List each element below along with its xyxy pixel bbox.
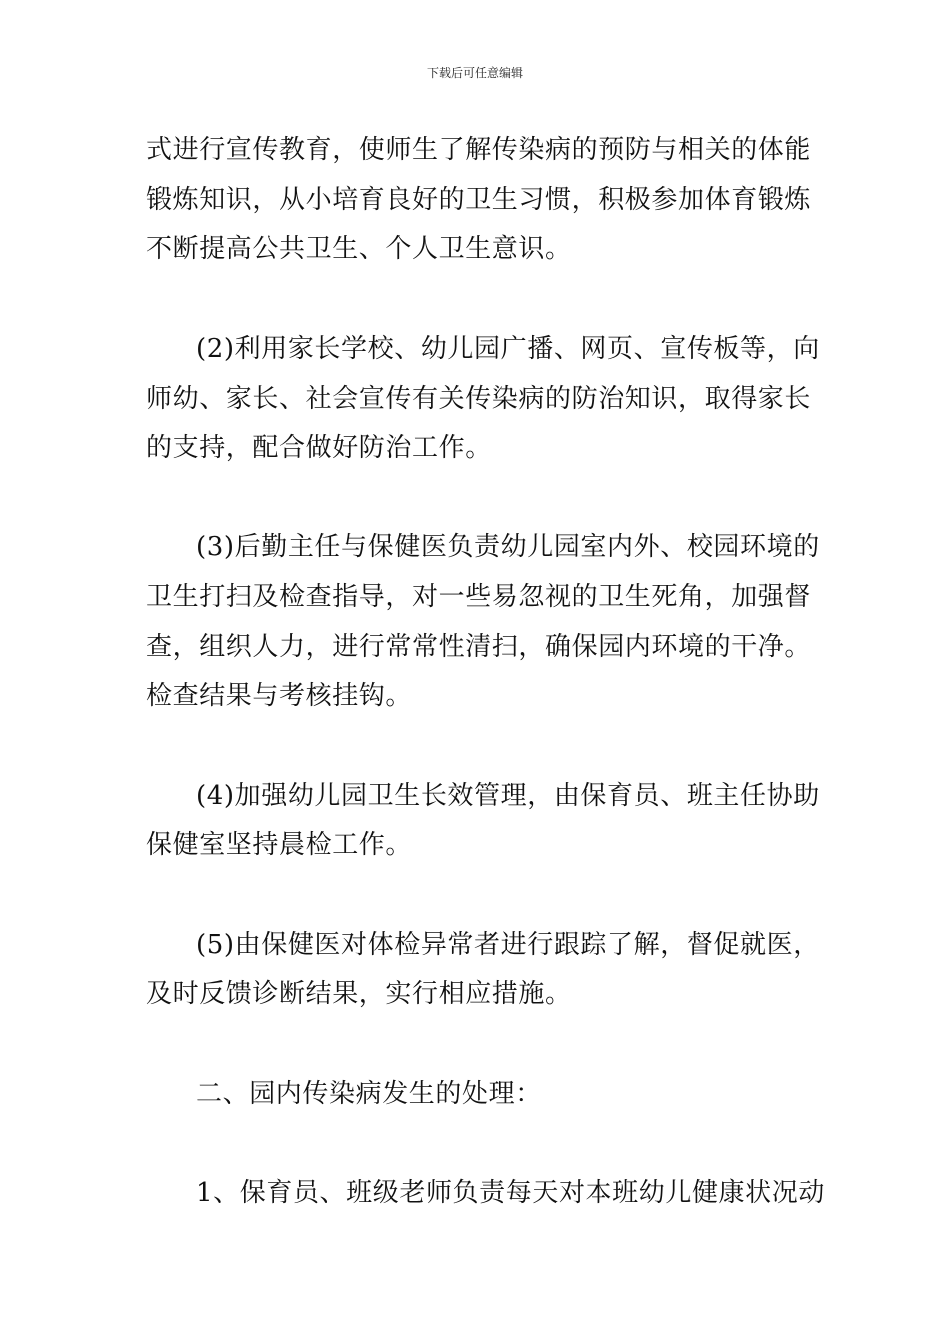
section-heading: 二、园内传染病发生的处理： bbox=[196, 1079, 542, 1109]
paragraph-1-line-3: 不断提高公共卫生、个人卫生意识。 bbox=[146, 234, 572, 264]
paragraph-2-line-3: 的支持，配合做好防治工作。 bbox=[146, 433, 492, 463]
paragraph-1-line-2: 锻炼知识，从小培育良好的卫生习惯，积极参加体育锻炼 bbox=[146, 185, 812, 215]
paragraph-2-line-2: 师幼、家长、社会宣传有关传染病的防治知识，取得家长 bbox=[146, 384, 812, 414]
paragraph-5-line-1: (5)由保健医对体检异常者进行跟踪了解，督促就医， bbox=[196, 930, 820, 960]
paragraph-5-line-2: 及时反馈诊断结果，实行相应措施。 bbox=[146, 979, 572, 1009]
paragraph-2-line-1: (2)利用家长学校、幼儿园广播、网页、宣传板等，向 bbox=[196, 334, 820, 364]
paragraph-3-line-4: 检查结果与考核挂钩。 bbox=[146, 681, 413, 711]
paragraph-3-line-1: (3)后勤主任与保健医负责幼儿园室内外、校园环境的 bbox=[196, 532, 820, 562]
item-1-line-1: 1、保育员、班级老师负责每天对本班幼儿健康状况动 bbox=[196, 1178, 825, 1208]
paragraph-4-line-1: (4)加强幼儿园卫生长效管理，由保育员、班主任协助 bbox=[196, 781, 820, 811]
paragraph-4-line-2: 保健室坚持晨检工作。 bbox=[146, 830, 413, 860]
paragraph-1-line-1: 式进行宣传教育，使师生了解传染病的预防与相关的体能 bbox=[146, 135, 812, 165]
page-header-note: 下载后可任意编辑 bbox=[426, 66, 523, 80]
paragraph-3-line-2: 卫生打扫及检查指导，对一些易忽视的卫生死角，加强督 bbox=[146, 582, 812, 612]
paragraph-3-line-3: 查，组织人力，进行常常性清扫，确保园内环境的干净。 bbox=[146, 632, 812, 662]
